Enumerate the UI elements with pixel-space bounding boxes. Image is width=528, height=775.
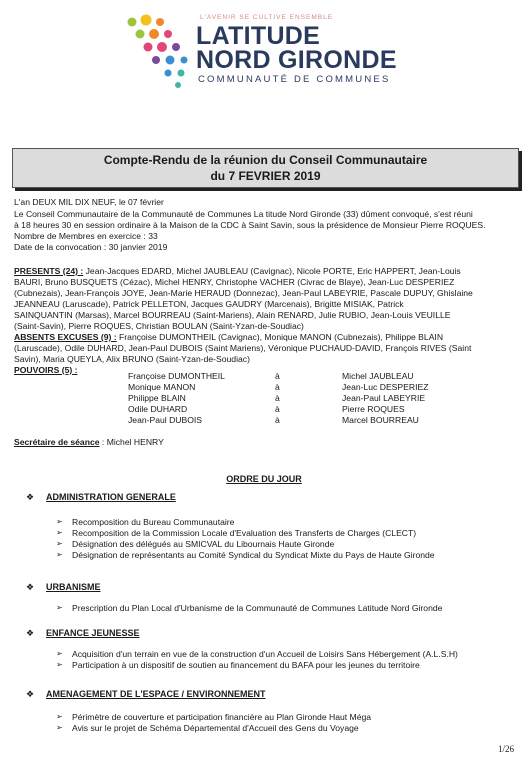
logo-brand-line3: COMMUNAUTÉ DE COMMUNES bbox=[198, 74, 391, 85]
pouvoir-from-1: Françoise DUMONTHEIL bbox=[128, 371, 225, 381]
presents-line4: JEANNEAU (Laruscade), Patrick PELLETON, Jacques GAUDRY (Marcenais), Brigitte MISIAK, Patrick bbox=[14, 299, 404, 309]
section-title-administration: ADMINISTRATION GENERALE bbox=[46, 492, 176, 502]
presents-line3: (Cubnezais), Jean-François JOYE, Jean-Marie HERAUD (Donnezac), Jean-Paul LABEYRIE, Pascale DUPUY, Ghislaine bbox=[14, 288, 473, 298]
secretaire-label: Secrétaire de séance bbox=[14, 437, 100, 447]
pouvoir-to-5: Marcel BOURREAU bbox=[342, 415, 419, 425]
logo-dots-icon bbox=[120, 14, 200, 94]
arrow-bullet-icon: ➢ bbox=[56, 660, 63, 669]
document-title-line2: du 7 FEVRIER 2019 bbox=[210, 169, 321, 183]
intro-convocation-line1: Le Conseil Communautaire de la Communauté de Communes La titude Nord Gironde (33) dûment convoqué, s'est réuni bbox=[14, 209, 473, 219]
pouvoir-from-4: Odile DUHARD bbox=[128, 404, 188, 414]
arrow-bullet-icon: ➢ bbox=[56, 723, 63, 732]
section-title-amenagement: AMENAGEMENT DE L'ESPACE / ENVIRONNEMENT bbox=[46, 689, 266, 699]
agenda-item: Recomposition du Bureau Communautaire bbox=[72, 517, 235, 527]
agenda-item: Recomposition de la Commission Locale d'Evaluation des Transferts de Charges (CLECT) bbox=[72, 528, 417, 538]
agenda-item: Prescription du Plan Local d'Urbanisme de la Communauté de Communes Latitude Nord Gironde bbox=[72, 603, 443, 613]
logo-brand-line2: NORD GIRONDE bbox=[196, 46, 397, 74]
pouvoir-sep-4: à bbox=[275, 404, 280, 414]
presents-label: PRESENTS (24) : bbox=[14, 266, 84, 276]
presents-line5: SAINQUANTIN (Marsas), Marcel BOURREAU (Saint-Mariens), Alain RENARD, Julie RUBIO, Jean-Louis VEUILLE bbox=[14, 310, 451, 320]
diamond-bullet-icon: ❖ bbox=[26, 582, 35, 592]
pouvoir-from-3: Philippe BLAIN bbox=[128, 393, 186, 403]
arrow-bullet-icon: ➢ bbox=[56, 603, 63, 612]
arrow-bullet-icon: ➢ bbox=[56, 539, 63, 548]
intro-convocation-line2: à 18 heures 30 en session ordinaire à la Maison de la CDC à Saint Savin, sous la présidence de Monsieur Pierre ROQUES. bbox=[14, 220, 486, 230]
secretaire-line bbox=[14, 437, 164, 448]
pouvoir-to-3: Jean-Paul LABEYRIE bbox=[342, 393, 426, 403]
pouvoir-sep-2: à bbox=[275, 382, 280, 392]
intro-convocation-date: Date de la convocation : 30 janvier 2019 bbox=[14, 242, 168, 252]
arrow-bullet-icon: ➢ bbox=[56, 528, 63, 537]
pouvoir-from-2: Monique MANON bbox=[128, 382, 196, 392]
absents-label: ABSENTS EXCUSES (9) : bbox=[14, 332, 117, 342]
pouvoir-from-5: Jean-Paul DUBOIS bbox=[128, 415, 203, 425]
absents-line2: (Laruscade), Odile DUHARD, Jean-Paul DUBOIS (Saint Mariens), Véronique PUCHAUD-DAVID, François RIVES (Saint bbox=[14, 343, 472, 353]
secretaire-value: : Michel HENRY bbox=[99, 437, 164, 447]
pouvoir-sep-1: à bbox=[275, 371, 280, 381]
pouvoir-to-2: Jean-Luc DESPERIEZ bbox=[342, 382, 429, 392]
pouvoirs-label-text: POUVOIRS (5) : bbox=[14, 365, 78, 375]
pouvoir-to-4: Pierre ROQUES bbox=[342, 404, 405, 414]
diamond-bullet-icon: ❖ bbox=[26, 492, 35, 502]
agenda-item: Acquisition d'un terrain en vue de la construction d'un Accueil de Loisirs Sans Hébergement (A.L.S.H) bbox=[72, 649, 458, 659]
agenda-item: Participation à un dispositif de soutien au financement du BAFA pour les jeunes du territoire bbox=[72, 660, 420, 670]
pouvoir-sep-5: à bbox=[275, 415, 280, 425]
arrow-bullet-icon: ➢ bbox=[56, 550, 63, 559]
pouvoirs-label bbox=[14, 365, 78, 376]
section-title-urbanisme: URBANISME bbox=[46, 582, 101, 592]
presents-line6: (Saint-Savin), Pierre ROQUES, Christian BOULAN (Saint-Yzan-de-Soudiac) bbox=[14, 321, 304, 331]
absents-line3: Savin), Maria QUEYLA, Alix BRUNO (Saint-Yzan-de-Soudiac) bbox=[14, 354, 250, 364]
presents-text-1: Jean-Jacques EDARD, Michel JAUBLEAU (Cavignac), Nicole PORTE, Eric HAPPERT, Jean-Louis bbox=[83, 266, 461, 276]
presents-line2: BAURI, Bruno BUSQUETS (Cézac), Michel HENRY, Christophe VACHER (Civrac de Blaye), Jean-Luc DESPERIEZ bbox=[14, 277, 455, 287]
page-number: 1/26 bbox=[497, 744, 514, 754]
pouvoir-to-1: Michel JAUBLEAU bbox=[342, 371, 414, 381]
section-title-enfance-jeunesse: ENFANCE JEUNESSE bbox=[46, 628, 140, 638]
logo-brand-line1: LATITUDE bbox=[196, 22, 321, 50]
intro-members-count: Nombre de Membres en exercice : 33 bbox=[14, 231, 158, 241]
absents-line1 bbox=[14, 332, 443, 343]
pouvoir-sep-3: à bbox=[275, 393, 280, 403]
arrow-bullet-icon: ➢ bbox=[56, 649, 63, 658]
document-title-line1: Compte-Rendu de la réunion du Conseil Communautaire bbox=[103, 153, 428, 167]
arrow-bullet-icon: ➢ bbox=[56, 517, 63, 526]
diamond-bullet-icon: ❖ bbox=[26, 628, 35, 638]
agenda-item: Avis sur le projet de Schéma Départemental d'Accueil des Gens du Voyage bbox=[72, 723, 359, 733]
presents-line1 bbox=[14, 266, 461, 277]
intro-date-line: L'an DEUX MIL DIX NEUF, le 07 février bbox=[14, 197, 164, 207]
ordre-du-jour-heading: ORDRE DU JOUR bbox=[226, 474, 302, 484]
agenda-item: Périmètre de couverture et participation financière au Plan Gironde Haut Méga bbox=[72, 712, 372, 722]
agenda-item: Désignation des délégués au SMICVAL du Libournais Haute Gironde bbox=[72, 539, 335, 549]
absents-text-1: Françoise DUMONTHEIL (Cavignac), Monique MANON (Cubnezais), Philippe BLAIN bbox=[116, 332, 444, 342]
arrow-bullet-icon: ➢ bbox=[56, 712, 63, 721]
logo-tagline: L'AVENIR SE CULTIVE ENSEMBLE bbox=[200, 14, 334, 21]
diamond-bullet-icon: ❖ bbox=[26, 689, 35, 699]
agenda-item: Désignation de représentants au Comité Syndical du Syndicat Mixte du Pays de Haute Gironde bbox=[72, 550, 435, 560]
